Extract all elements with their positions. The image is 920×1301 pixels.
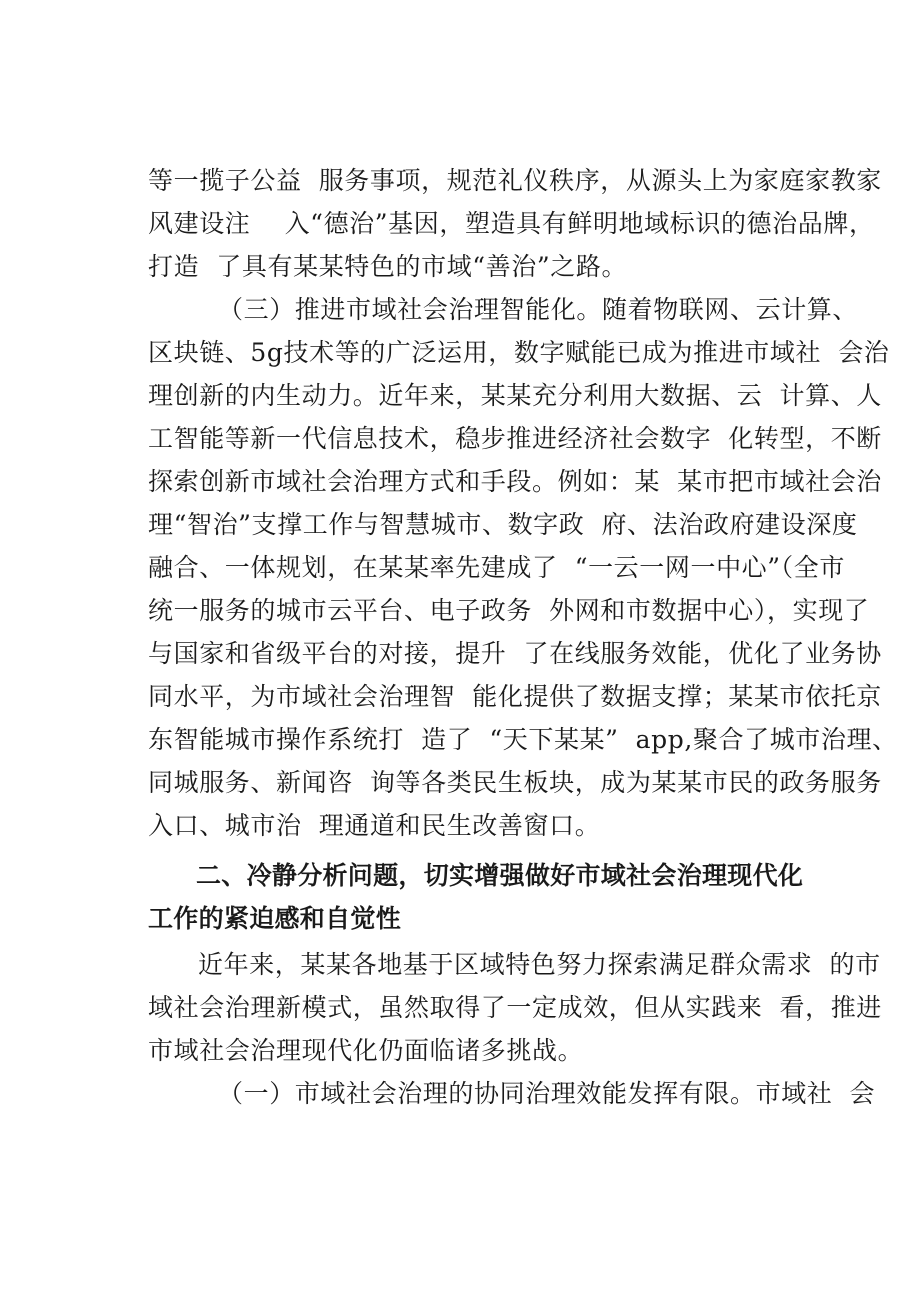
- text-line: 理“智治”支撑工作与智慧城市、数字政 府、法治政府建设深度: [148, 510, 858, 539]
- text-line: 等一揽子公益 服务事项，规范礼仪秩序，从源头上为家庭家教家: [148, 166, 882, 195]
- text-line: 工智能等新一代信息技术，稳步推进经济社会数字 化转型，不断: [148, 424, 882, 453]
- text-line: 市域社会治理现代化仍面临诸多挑战。: [148, 1036, 584, 1065]
- text-line: 统一服务的城市云平台、电子政务 外网和市数据中心），实现了: [148, 596, 870, 625]
- text-line: 风建设注 入“德治”基因，塑造具有鲜明地域标识的德治品牌，: [148, 209, 875, 238]
- text-line: 域社会治理新模式，虽然取得了一定成效，但从实践来 看，推进: [148, 993, 882, 1022]
- text-line: 东智能城市操作系统打 造了 “天下某某” app,聚合了城市治理、: [148, 725, 898, 754]
- text-line: 入口、城市治 理通道和民生改善窗口。: [148, 811, 601, 840]
- text-line: 打造 了具有某某特色的市域“善治”之路。: [148, 252, 628, 281]
- text-line: 同水平，为市域社会治理智 能化提供了数据支撑；某某市依托京: [148, 682, 882, 711]
- section-heading: 二、冷静分析问题，切实增强做好市域社会治理现代化: [196, 861, 804, 890]
- text-line: 理创新的内生动力。近年来，某某充分利用大数据、云 计算、人: [148, 381, 882, 410]
- text-line: 同城服务、新闻咨 询等各类民生板块，成为某某市民的政务服务: [148, 768, 882, 797]
- text-line: 融合、一体规划，在某某率先建成了 “一云一网一中心”（全市: [148, 553, 845, 582]
- section-heading: 工作的紧迫感和自觉性: [148, 904, 402, 933]
- text-line: 探索创新市域社会治理方式和手段。例如：某 某市把市域社会治: [148, 467, 882, 496]
- text-line: 近年来，某某各地基于区域特色努力探索满足群众需求 的市: [198, 950, 881, 979]
- text-line: 与国家和省级平台的对接，提升 了在线服务效能，优化了业务协: [148, 639, 882, 668]
- text-line: （三）推进市域社会治理智能化。随着物联网、云计算、: [218, 295, 859, 324]
- text-line: （一）市域社会治理的协同治理效能发挥有限。市域社 会: [218, 1079, 876, 1108]
- text-line: 区块链、5g技术等的广泛运用，数字赋能已成为推进市域社 会治: [148, 338, 890, 367]
